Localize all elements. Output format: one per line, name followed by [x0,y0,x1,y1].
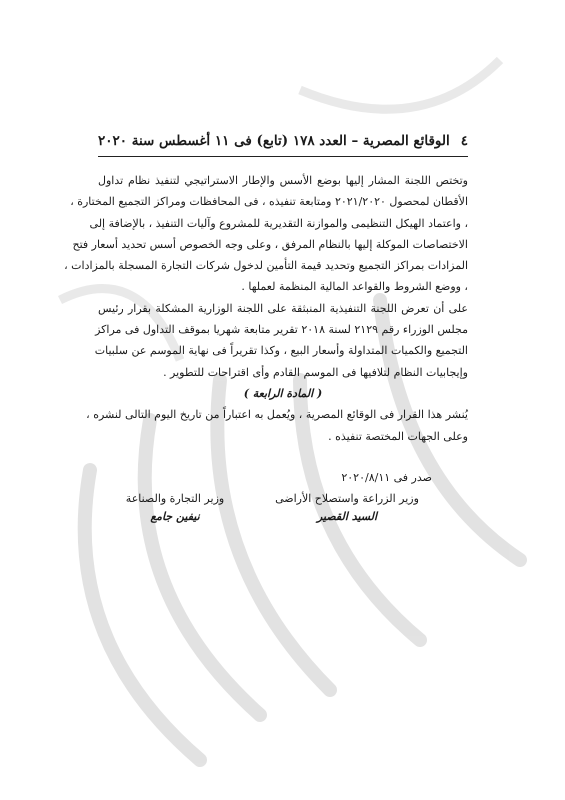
signatory-title: وزير التجارة والصناعة [125,492,225,505]
text-line: التجميع والكميات المتداولة وأسعار البيع ، وكذا تقريراً فى نهاية الموسم عن سلبيات [94,344,468,358]
issued-date: صدر فى ٢٠٢٠/٨/١١ [341,471,432,484]
gazette-title: الوقائع المصرية – العدد ١٧٨ (تابع) فى ١١ أغسطس سنة ٢٠٢٠ [98,133,450,149]
signatory-title: وزير الزراعة واستصلاح الأراضى [275,492,419,505]
header-divider [98,156,468,157]
text-line: الأقطان لمحصول ٢٠٢١/٢٠٢٠ ومتابعة تنفيذه ، فى المحافظات ومراكز التجميع المختارة ، [70,195,468,209]
page-header [98,128,468,154]
signatory-name: السيد القصير [316,510,378,523]
text-line: الاختصاصات الموكلة إليها بالنظام المرفق ، وعلى وجه الخصوص أسس تحديد أسعار فتح [72,237,468,251]
article-heading: ( المادة الرابعة ) [243,386,323,400]
text-line: وعلى الجهات المختصة تنفيذه . [328,429,468,443]
text-line: ، واعتماد الهيكل التنظيمى والموازنة التقديرية للمشروع وآليات التنفيذ ، بالإضافة إلى [89,216,468,230]
paragraph-publication [86,404,468,447]
text-line: وتختص اللجنة المشار إليها بوضع الأسس والإطار الاستراتيجي لتنفيذ نظام تداول [98,174,468,187]
page-number: ٤ [460,133,468,149]
text-line: مجلس الوزراء رقم ٢١٢٩ لسنة ٢٠١٨ تقرير متابعة شهريا بموقف التداول فى مراكز [95,323,468,337]
signatory-trade [90,492,260,523]
text-line: يُنشر هذا القرار فى الوقائع المصرية ، ويُعمل به اعتباراً من تاريخ اليوم التالى لنشره ، [86,408,468,422]
text-line: وإيجابيات النظام لتلافيها فى الموسم القادم وأى اقتراحات للتطوير . [163,365,468,379]
text-line: على أن تعرض اللجنة التنفيذية المنبثقة على اللجنة الوزارية المشكلة بقرار رئيس [98,301,468,315]
paragraph-committee-duties [64,170,468,298]
paragraph-reporting [94,298,468,383]
signatory-name: نيفين جامع [150,510,200,523]
signatory-agriculture [262,492,432,523]
document-body [64,170,468,447]
text-line: المزادات بمراكز التجميع وتحديد قيمة التأمين لدخول شركات التجارة المسجلة بالمزادات ، [64,259,468,273]
text-line: ، ووضع الشروط والقواعد المالية المنظمة لعملها . [241,280,468,294]
